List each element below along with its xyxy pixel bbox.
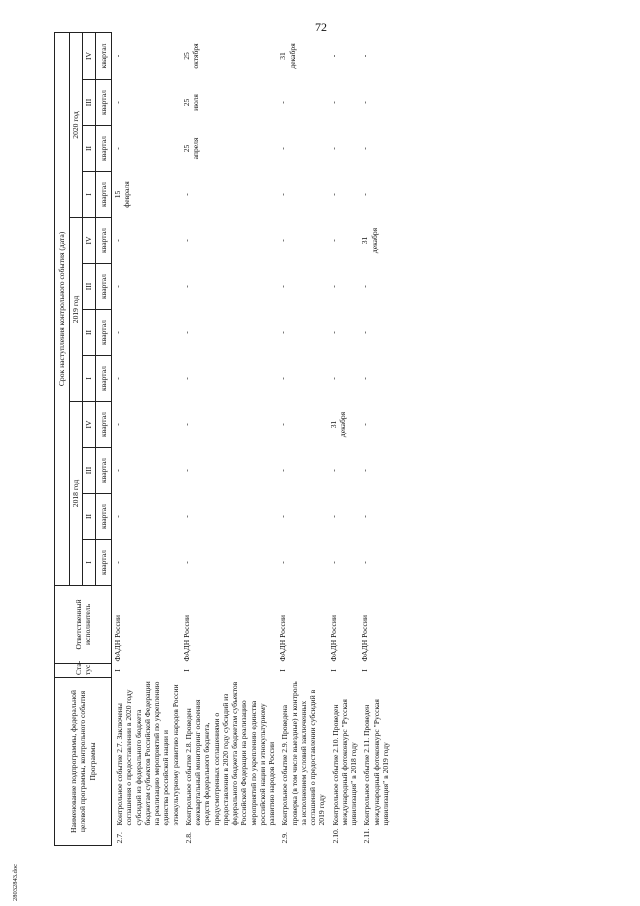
deadline-day: 25	[181, 52, 191, 60]
header-quarter-word: квартал	[96, 447, 112, 493]
deadline-day: -	[328, 147, 338, 150]
header-quarter-word: квартал	[96, 125, 112, 171]
table-row	[277, 32, 327, 845]
header-quarter-number: III	[83, 79, 96, 125]
header-quarter-number: III	[83, 263, 96, 309]
header-quarter-number: I	[83, 171, 96, 217]
deadline-cell	[359, 171, 391, 217]
deadline-cell	[112, 125, 181, 171]
header-quarter-word: квартал	[96, 493, 112, 539]
event-status: I	[278, 669, 288, 672]
deadline-day: -	[113, 239, 122, 242]
deadline-month: апреля	[191, 137, 200, 160]
header-quarter-word: квартал	[96, 355, 112, 401]
deadline-day: -	[181, 469, 191, 472]
deadline-day: -	[113, 377, 122, 380]
deadline-cell	[328, 493, 360, 539]
deadline-day: -	[181, 193, 191, 196]
row-number: 2.10.	[330, 828, 340, 844]
deadline-day: -	[278, 377, 288, 380]
deadline-cell	[277, 217, 327, 263]
header-quarter-number: IV	[83, 217, 96, 263]
deadline-cell	[277, 309, 327, 355]
deadline-cell	[181, 79, 278, 125]
deadline-cell	[359, 401, 391, 447]
deadline-day: -	[328, 193, 338, 196]
event-name: Контрольное событие 2.8. Проведен ежеквартальный мониторинг освоения средств федерального бюджета, предусмотренных соглашениями о предоставлении в 2020 году субсидий из федерального бюджета бюджетам субъектов Российской Федерации на реализацию мероприятий по укреплению единства российской нации и этнокультурному развитию народов России	[183, 681, 276, 826]
event-executor: ФАДН России	[113, 615, 122, 662]
deadline-cell	[328, 125, 360, 171]
deadline-day: -	[328, 101, 338, 104]
deadline-cell	[277, 493, 327, 539]
deadline-day: -	[278, 239, 288, 242]
header-quarter-number: I	[83, 355, 96, 401]
deadline-cell	[359, 493, 391, 539]
deadline-month: декабря	[287, 43, 297, 69]
header-quarter-word: квартал	[96, 539, 112, 585]
deadline-day: -	[181, 285, 191, 288]
deadline-month: февраля	[122, 181, 132, 208]
deadline-cell	[181, 401, 278, 447]
header-name: Наименование подпрограммы, федеральной целевой программы, контрольного события Программы	[55, 677, 112, 845]
event-executor: ФАДН России	[360, 615, 370, 662]
deadline-cell	[181, 217, 278, 263]
table-row	[181, 32, 278, 845]
deadline-day: -	[278, 285, 288, 288]
deadline-day: -	[113, 469, 122, 472]
deadline-month: декабря	[369, 227, 379, 254]
header-quarter-word: квартал	[96, 263, 112, 309]
footer-doc-code: 28032843.doc	[12, 863, 19, 901]
deadline-day: -	[360, 54, 370, 58]
event-executor: ФАДН России	[181, 615, 191, 662]
deadline-day: -	[113, 54, 122, 58]
deadline-cell	[181, 539, 278, 585]
deadline-cell	[328, 263, 360, 309]
deadline-cell	[277, 447, 327, 493]
deadline-day: -	[328, 239, 338, 242]
deadline-day: -	[181, 515, 191, 518]
deadline-day: -	[360, 423, 370, 426]
header-quarter-word: квартал	[96, 171, 112, 217]
deadline-day: 25	[181, 98, 191, 107]
deadline-cell	[359, 125, 391, 171]
deadline-cell	[112, 309, 181, 355]
footer	[12, 846, 22, 906]
deadline-cell	[112, 447, 181, 493]
deadline-day: -	[328, 285, 338, 288]
deadline-day: -	[113, 561, 122, 564]
deadline-cell	[112, 217, 181, 263]
deadline-cell	[277, 401, 327, 447]
deadline-day: 15	[113, 190, 122, 199]
header-quarter-word: квартал	[96, 79, 112, 125]
deadline-cell	[328, 355, 360, 401]
deadline-cell	[112, 32, 181, 79]
deadline-cell	[277, 263, 327, 309]
deadline-day: -	[360, 515, 370, 518]
deadline-cell	[277, 171, 327, 217]
event-status: I	[328, 669, 338, 672]
deadline-day: -	[360, 147, 370, 150]
deadline-day: -	[181, 331, 191, 334]
event-status: I	[113, 669, 122, 672]
deadline-month: октября	[191, 43, 200, 69]
header-quarter-number: IV	[83, 401, 96, 447]
deadline-day: -	[278, 515, 288, 518]
event-name: Контрольное событие 2.10. Проведен международный фотоконкурс "Русская цивилизация" в 2018 году	[330, 699, 358, 826]
header-quarter-word: квартал	[96, 32, 112, 79]
deadline-cell	[277, 355, 327, 401]
event-name: Контрольное событие 2.11. Проведен международный фотоконкурс "Русская цивилизация" в 2019 году	[362, 699, 390, 826]
deadline-day: -	[113, 147, 122, 150]
deadline-day: -	[360, 331, 370, 334]
deadline-day: -	[278, 561, 288, 564]
header-quarter-number: II	[83, 309, 96, 355]
deadline-cell	[112, 355, 181, 401]
table-row	[359, 32, 391, 845]
deadline-day: -	[278, 147, 288, 150]
header-status: Ста- тус	[55, 663, 112, 677]
deadline-cell	[181, 171, 278, 217]
deadline-day: -	[328, 561, 338, 564]
deadline-cell	[359, 355, 391, 401]
deadline-day: -	[360, 377, 370, 380]
row-number: 2.7.	[115, 832, 124, 844]
deadline-day: -	[360, 101, 370, 104]
deadline-cell	[112, 401, 181, 447]
deadline-cell	[359, 217, 391, 263]
header-quarter-number: III	[83, 447, 96, 493]
deadline-day: -	[278, 101, 288, 104]
deadline-month: июля	[191, 94, 200, 111]
header-executor: Ответственный исполнитель	[55, 585, 112, 663]
header-year: 2019 год	[70, 217, 83, 401]
table-row	[328, 32, 360, 845]
deadline-cell	[112, 263, 181, 309]
deadline-cell	[328, 32, 360, 79]
deadline-cell	[181, 125, 278, 171]
deadline-day: 31	[278, 52, 288, 60]
page-number: 72	[315, 20, 327, 34]
deadline-cell	[277, 79, 327, 125]
deadline-day: -	[278, 423, 288, 426]
header-quarter-word: квартал	[96, 309, 112, 355]
deadline-cell	[277, 539, 327, 585]
deadline-day: -	[328, 515, 338, 518]
deadline-cell	[112, 539, 181, 585]
deadline-cell	[328, 171, 360, 217]
row-number: 2.8.	[183, 832, 193, 844]
header-year: 2020 год	[70, 32, 83, 217]
table-header	[55, 32, 112, 845]
header-quarter-number: II	[83, 493, 96, 539]
deadline-day: -	[181, 561, 191, 564]
deadline-day: -	[278, 193, 288, 196]
deadline-cell	[328, 401, 360, 447]
deadline-cell	[181, 493, 278, 539]
deadline-cell	[359, 32, 391, 79]
deadline-day: -	[328, 377, 338, 380]
deadline-cell	[328, 539, 360, 585]
event-name: Контрольное событие 2.7. Заключены соглашения о предоставлении в 2020 году субсидий из федерального бюджета бюджетам субъектов Российской Федерации на реализацию мероприятий по укреплению единства российской нации и этнокультурному развитию народов России	[115, 681, 180, 826]
deadline-cell	[328, 217, 360, 263]
deadline-cell	[112, 493, 181, 539]
header-quarter-word: квартал	[96, 217, 112, 263]
table-row	[112, 32, 181, 845]
deadline-day: 31	[328, 420, 338, 429]
control-events-table	[54, 32, 391, 846]
deadline-cell	[181, 309, 278, 355]
deadline-day: -	[181, 239, 191, 242]
deadline-day: -	[360, 561, 370, 564]
deadline-cell	[181, 355, 278, 401]
deadline-day: -	[278, 331, 288, 334]
header-quarter-word: квартал	[96, 401, 112, 447]
deadline-cell	[328, 309, 360, 355]
deadline-day: -	[181, 377, 191, 380]
deadline-day: -	[113, 423, 122, 426]
deadline-day: -	[360, 285, 370, 288]
deadline-cell	[112, 79, 181, 125]
event-status: I	[360, 669, 370, 672]
deadline-day: -	[360, 193, 370, 196]
deadline-cell	[328, 447, 360, 493]
rotated-content	[54, 33, 620, 846]
row-number: 2.11.	[362, 828, 372, 844]
deadline-day: -	[113, 331, 122, 334]
deadline-month: декабря	[337, 411, 347, 438]
deadline-day: -	[328, 331, 338, 334]
deadline-day: 31	[360, 236, 370, 245]
header-deadline: Срок наступления контрольного события (дата)	[55, 32, 70, 585]
row-number: 2.9.	[280, 832, 290, 844]
deadline-cell	[277, 32, 327, 79]
deadline-cell	[359, 447, 391, 493]
header-quarter-number: II	[83, 125, 96, 171]
rotated-table-area	[54, 33, 620, 846]
deadline-cell	[359, 309, 391, 355]
deadline-day: -	[278, 469, 288, 472]
deadline-day: -	[328, 469, 338, 472]
deadline-cell	[181, 447, 278, 493]
event-name: Контрольное событие 2.9. Проведена проверка (в том числе выездные) и контроль за исполнением условий заключенных соглашений о предоставлении субсидий в 2019 году	[280, 681, 327, 826]
event-executor: ФАДН России	[328, 615, 338, 662]
event-status: I	[181, 669, 191, 672]
deadline-day: -	[360, 469, 370, 472]
deadline-day: -	[113, 285, 122, 288]
header-quarter-number: I	[83, 539, 96, 585]
deadline-cell	[181, 32, 278, 79]
deadline-cell	[328, 79, 360, 125]
header-quarter-number: IV	[83, 32, 96, 79]
deadline-day: 25	[181, 144, 191, 153]
deadline-day: -	[113, 515, 122, 518]
deadline-cell	[181, 263, 278, 309]
header-year: 2018 год	[70, 401, 83, 585]
deadline-day: -	[328, 54, 338, 58]
deadline-cell	[277, 125, 327, 171]
event-executor: ФАДН России	[278, 615, 288, 662]
deadline-cell	[359, 539, 391, 585]
table-body	[112, 32, 392, 845]
deadline-cell	[359, 79, 391, 125]
deadline-cell	[359, 263, 391, 309]
deadline-day: -	[181, 423, 191, 426]
deadline-day: -	[113, 101, 122, 104]
deadline-cell	[112, 171, 181, 217]
